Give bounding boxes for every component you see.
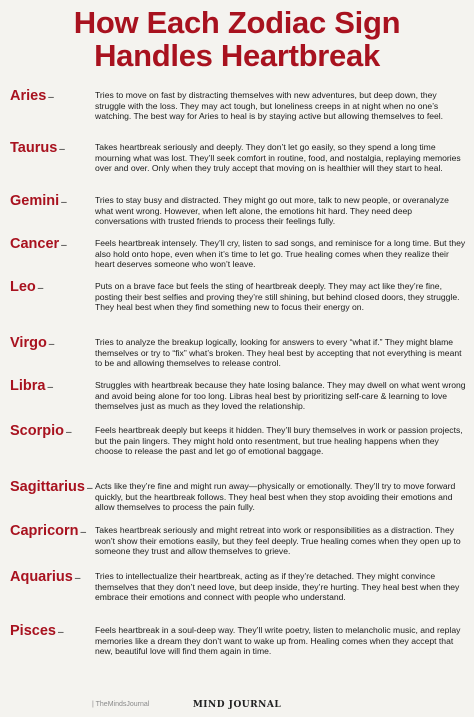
sign-name: Scorpio –	[10, 423, 72, 439]
title-line-2: Handles Heartbreak	[94, 38, 380, 73]
sign-name: Taurus –	[10, 140, 65, 156]
sign-name: Leo –	[10, 279, 44, 295]
sign-description: Takes heartbreak seriously and deeply. They don’t let go easily, so they spend a long time mourning what was lost. They’ll seek comfort in routine, food, and nostalgia, replaying memories over and over. Only when they truly accept that moving on is healthier will they start to heal.	[95, 142, 461, 174]
sign-description: Acts like they’re fine and might run away—physically or emotionally. They’ll try to move forward quickly, but the heartbreak follows. They heal best when they stop avoiding their emotions and allow themselves to process the pain fully.	[95, 481, 456, 513]
sign-description: Tries to stay busy and distracted. They might go out more, talk to new people, or overanalyze what went wrong. However, when left alone, the emotions hit hard. They need deep conversations with trusted friends to process their feelings fully.	[95, 195, 449, 227]
sign-description: Puts on a brave face but feels the sting of heartbreak deeply. They may act like they’re fine, posting their best selfies and proving they’re still shining, but behind closed doors, they struggle. They heal best when they find something new to focus their energy on.	[95, 281, 460, 313]
title-line-1: How Each Zodiac Sign	[73, 5, 401, 40]
sign-description: Feels heartbreak deeply but keeps it hidden. They’ll bury themselves in work or passion projects, but the pain lingers. They might hold onto resentment, but true healing happens when they choose to release the past and let go of emotional baggage.	[95, 425, 463, 457]
sign-name: Sagittarius –	[10, 479, 93, 495]
sign-name: Virgo –	[10, 335, 55, 351]
sign-row-gemini	[10, 195, 466, 238]
sign-name: Capricorn –	[10, 523, 87, 539]
sign-name: Aries –	[10, 88, 54, 104]
social-handle: | TheMindsJournal	[92, 701, 150, 708]
sign-description: Tries to intellectualize their heartbreak, acting as if they’re detached. They might convince themselves that they don’t need love, but deep inside, they’re hurting. They heal best when they embrace their emotions and connect with people who understand.	[95, 571, 460, 603]
sign-row-taurus	[10, 142, 466, 195]
page-title	[0, 6, 474, 72]
sign-description: Takes heartbreak seriously and might retreat into work or responsibilities as a distraction. They won’t show their emotions easily, but they feel deeply. True healing comes when they open up to someone they trust and allow themselves to grieve.	[95, 525, 461, 557]
sign-row-pisces	[10, 625, 466, 665]
sign-description: Struggles with heartbreak because they hate losing balance. They may dwell on what went wrong and avoid being alone for too long. Libras heal best by prioritizing self-care & learning to love themselves just as much as they loved the relationship.	[95, 380, 466, 412]
sign-row-scorpio	[10, 425, 466, 481]
sign-row-leo	[10, 281, 466, 337]
sign-row-virgo	[10, 337, 466, 380]
sign-description: Tries to move on fast by distracting themselves with new adventures, but deep down, they struggle with the loss. They may act tough, but loneliness creeps in at night when no one’s watching. The best way for Aries to heal is by staying active but allowing themselves to feel.	[95, 90, 444, 122]
sign-row-libra	[10, 380, 466, 425]
brand-logo: MIND JOURNAL	[192, 700, 282, 710]
sign-name: Pisces –	[10, 623, 64, 639]
sign-description: Feels heartbreak in a soul-deep way. They’ll write poetry, listen to melancholic music, and replay memories like a dream they don’t want to wake up from. Healing comes when they accept that new, beautiful love will find them again in time.	[95, 625, 461, 657]
zodiac-list	[10, 90, 466, 665]
footer	[0, 700, 474, 714]
sign-name: Cancer –	[10, 236, 67, 252]
sign-name: Libra –	[10, 378, 54, 394]
sign-row-aries	[10, 90, 466, 142]
sign-row-cancer	[10, 238, 466, 281]
sign-name: Aquarius –	[10, 569, 81, 585]
sign-row-capricorn	[10, 525, 466, 571]
sign-description: Tries to analyze the breakup logically, looking for answers to every “what if.” They might blame themselves or try to “fix” what’s broken. They heal best by accepting that not everything is meant to be and allowing themselves to release control.	[95, 337, 462, 369]
sign-name: Gemini –	[10, 193, 67, 209]
sign-row-aquarius	[10, 571, 466, 625]
sign-description: Feels heartbreak intensely. They’ll cry, listen to sad songs, and reminisce for a long time. But they also hold onto hope, even when it’s time to let go. True healing comes when they realize their heart deserves someone who won’t leave.	[95, 238, 466, 270]
sign-row-sagittarius	[10, 481, 466, 525]
